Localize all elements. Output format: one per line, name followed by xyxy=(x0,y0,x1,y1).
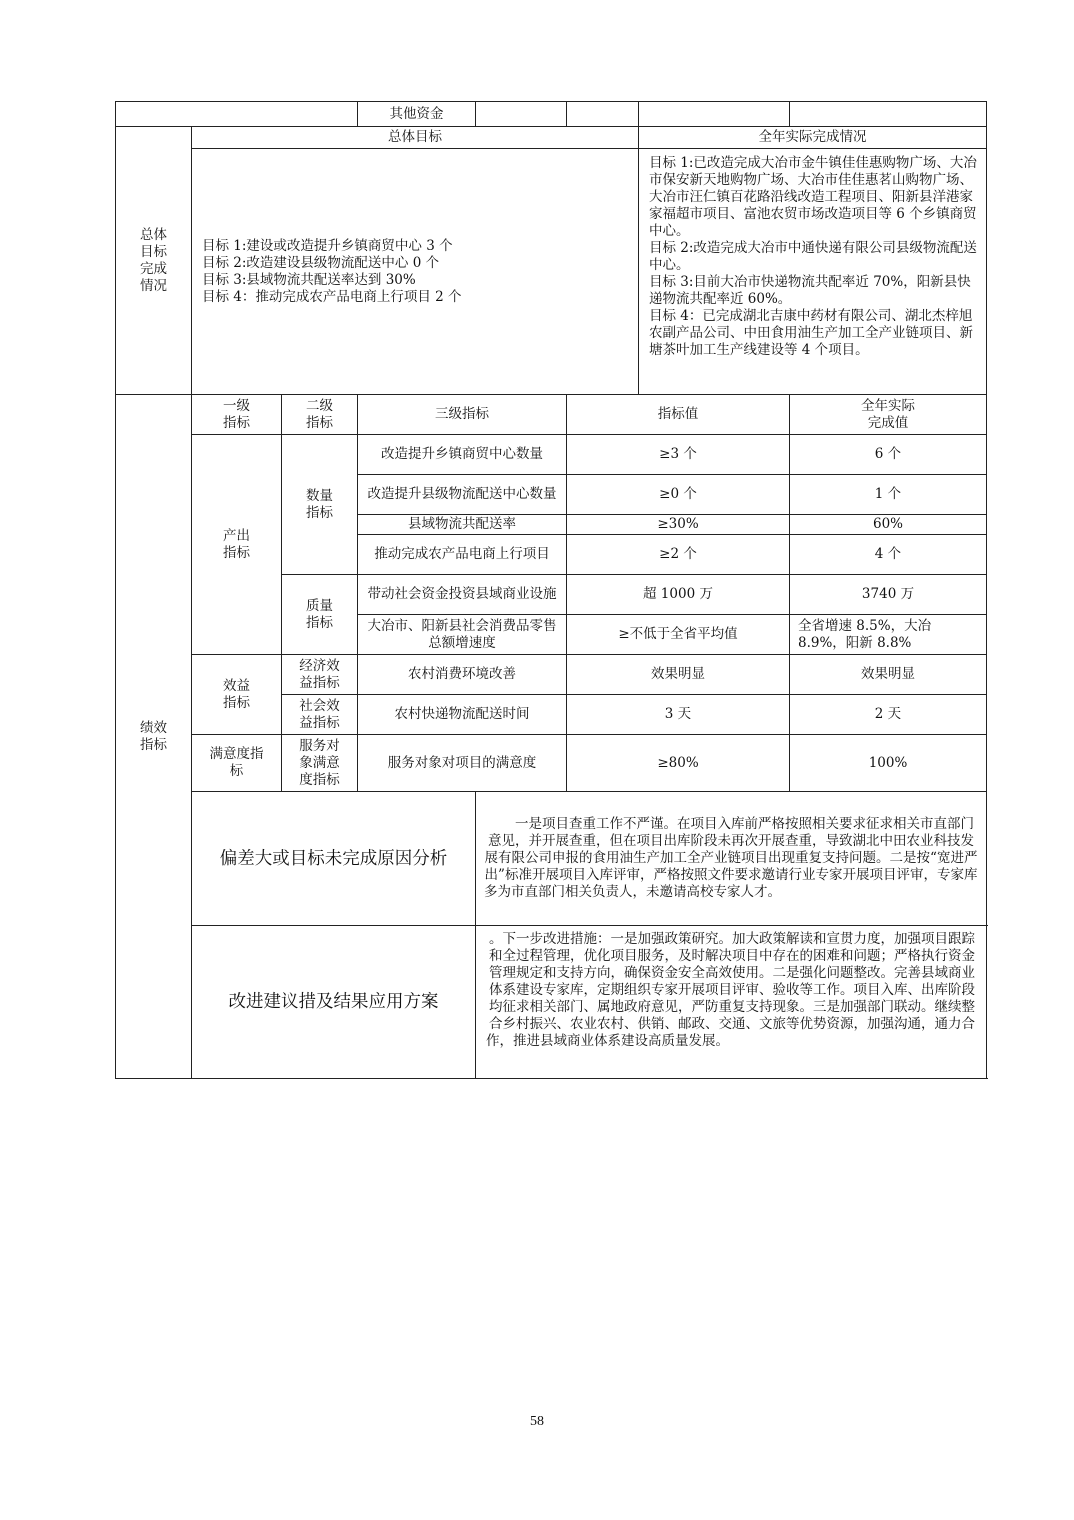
overall-goals-header-row xyxy=(116,127,987,149)
service-satisfaction-group: 服务对 象满意 度指标 xyxy=(282,735,358,792)
goal-item: 目标 4：推动完成农产品电商上行项目 2 个 xyxy=(202,288,462,305)
deviation-label: 偏差大或目标未完成原因分析 xyxy=(192,792,476,926)
indicator-target: ≥2 个 xyxy=(567,535,790,575)
indicator-name: 带动社会资金投资县域商业设施 xyxy=(358,575,567,615)
level2-header: 二级 指标 xyxy=(282,395,358,435)
indicator-target: ≥3 个 xyxy=(567,435,790,475)
target-header: 指标值 xyxy=(567,395,790,435)
indicator-target: ≥80% xyxy=(567,735,790,792)
level1-header: 一级 指标 xyxy=(192,395,282,435)
actual-completion-header: 全年实际完成情况 xyxy=(639,127,987,149)
overall-goals-content-row xyxy=(116,149,987,395)
indicator-name: 改造提升县级物流配送中心数量 xyxy=(358,475,567,515)
economic-indicator-group: 经济效 益指标 xyxy=(282,655,358,695)
indicator-name: 大冶市、阳新县社会消费品零售总额增速度 xyxy=(358,615,567,655)
actual-item: 目标 1:已改造完成大冶市金牛镇佳佳惠购物广场、大冶市保安新天地购物广场、大冶市佳佳惠茗山购物广场、大冶市汪仁镇百花路沿线改造工程项目、阳新县洋港家家福超市项目、富池农贸市场改造项目等 6 个乡镇商贸中心。 xyxy=(649,155,977,239)
indicator-name: 农村消费环境改善 xyxy=(358,655,567,695)
actual-value-header: 全年实际 完成值 xyxy=(790,395,987,435)
overall-goal-list xyxy=(192,149,639,395)
indicator-actual: 100% xyxy=(790,735,987,792)
indicator-name: 服务对象对项目的满意度 xyxy=(358,735,567,792)
indicator-header-row xyxy=(116,395,987,435)
performance-evaluation-table xyxy=(115,101,987,1079)
indicator-actual: 2 天 xyxy=(790,695,987,735)
level3-header: 三级指标 xyxy=(358,395,567,435)
deviation-row xyxy=(116,792,987,926)
indicator-target: ≥0 个 xyxy=(567,475,790,515)
quality-indicator-group: 质量 指标 xyxy=(282,575,358,655)
goal-item: 目标 1:建设或改造提升乡镇商贸中心 3 个 xyxy=(202,237,453,254)
improvement-row xyxy=(116,926,987,1079)
indicator-row xyxy=(116,655,987,695)
indicator-target: 超 1000 万 xyxy=(567,575,790,615)
indicator-actual: 效果明显 xyxy=(790,655,987,695)
indicator-name: 县域物流共配送率 xyxy=(358,515,567,535)
indicator-name: 推动完成农产品电商上行项目 xyxy=(358,535,567,575)
other-funds-label: 其他资金 xyxy=(358,102,476,127)
actual-item: 目标 2:改造完成大冶市中通快递有限公司县级物流配送中心。 xyxy=(649,240,977,273)
actual-item: 目标 3:目前大冶市快递物流共配率近 70%，阳新县快递物流共配率近 60%。 xyxy=(649,274,971,307)
empty-cell xyxy=(639,102,790,127)
indicator-row xyxy=(116,735,987,792)
deviation-text: 一是项目查重工作不严谨。在项目入库前严格按照相关要求征求相关市直部门意见，并开展查重，但在项目出库阶段未再次开展查重，导致湖北中田农业科技发展有限公司申报的食用油生产加工全产业链项目出现重复支持问题。二是按“宽进严出”标准开展项目入库评审，严格按照文件要求邀请行业专家开展项目评审，专家库多为市直部门相关负责人，未邀请高校专家人才。 xyxy=(476,792,987,926)
indicator-name: 改造提升乡镇商贸中心数量 xyxy=(358,435,567,475)
quantity-indicator-group: 数量 指标 xyxy=(282,435,358,575)
actual-item: 目标 4：已完成湖北吉康中药材有限公司、湖北杰梓旭农副产品公司、中田食用油生产加工全产业链项目、新塘茶叶加工生产线建设等 4 个项目。 xyxy=(649,308,973,358)
empty-cell xyxy=(476,102,567,127)
benefit-indicator-group: 效益 指标 xyxy=(192,655,282,735)
indicator-target: ≥30% xyxy=(567,515,790,535)
indicator-name: 农村快递物流配送时间 xyxy=(358,695,567,735)
output-indicator-group: 产出 指标 xyxy=(192,435,282,655)
empty-cell xyxy=(790,102,987,127)
improvement-label: 改进建议措及结果应用方案 xyxy=(192,926,476,1079)
goal-item: 目标 3:县域物流共配送率达到 30% xyxy=(202,271,416,288)
indicator-actual: 60% xyxy=(790,515,987,535)
indicator-actual: 4 个 xyxy=(790,535,987,575)
goal-item: 目标 2:改造建设县级物流配送中心 0 个 xyxy=(202,254,440,271)
satisfaction-indicator-group: 满意度指 标 xyxy=(192,735,282,792)
overall-goal-header: 总体目标 xyxy=(192,127,639,149)
actual-completion-list xyxy=(639,149,987,395)
social-indicator-group: 社会效 益指标 xyxy=(282,695,358,735)
overall-goals-side-label: 总体 目标 完成 情况 xyxy=(116,127,192,395)
empty-cell xyxy=(567,102,639,127)
indicator-actual: 全省增速 8.5%，大冶 8.9%，阳新 8.8% xyxy=(790,615,987,655)
performance-side-label: 绩效 指标 xyxy=(116,395,192,1079)
indicator-row xyxy=(116,435,987,475)
indicator-actual: 1 个 xyxy=(790,475,987,515)
indicator-target: 效果明显 xyxy=(567,655,790,695)
indicator-target: ≥不低于全省平均值 xyxy=(567,615,790,655)
page-number: 58 xyxy=(530,1414,544,1429)
improvement-text: 。下一步改进措施：一是加强政策研究。加大政策解读和宣贯力度，加强项目跟踪和全过程管理，优化项目服务，及时解决项目中存在的困难和问题；严格执行资金管理规定和支持方向，确保资金安全高效使用。二是强化问题整改。完善县域商业体系建设专家库，定期组织专家开展项目评审、验收等工作。项目入库、出库阶段均征求相关部门、属地政府意见，严防重复支持现象。三是加强部门联动。继续整合乡村振兴、农业农村、供销、邮政、交通、文旅等优势资源，加强沟通，通力合作，推进县域商业体系建设高质量发展。 xyxy=(476,926,987,1079)
indicator-actual: 3740 万 xyxy=(790,575,987,615)
indicator-target: 3 天 xyxy=(567,695,790,735)
indicator-actual: 6 个 xyxy=(790,435,987,475)
other-funds-row xyxy=(116,102,987,127)
empty-cell xyxy=(116,102,358,127)
